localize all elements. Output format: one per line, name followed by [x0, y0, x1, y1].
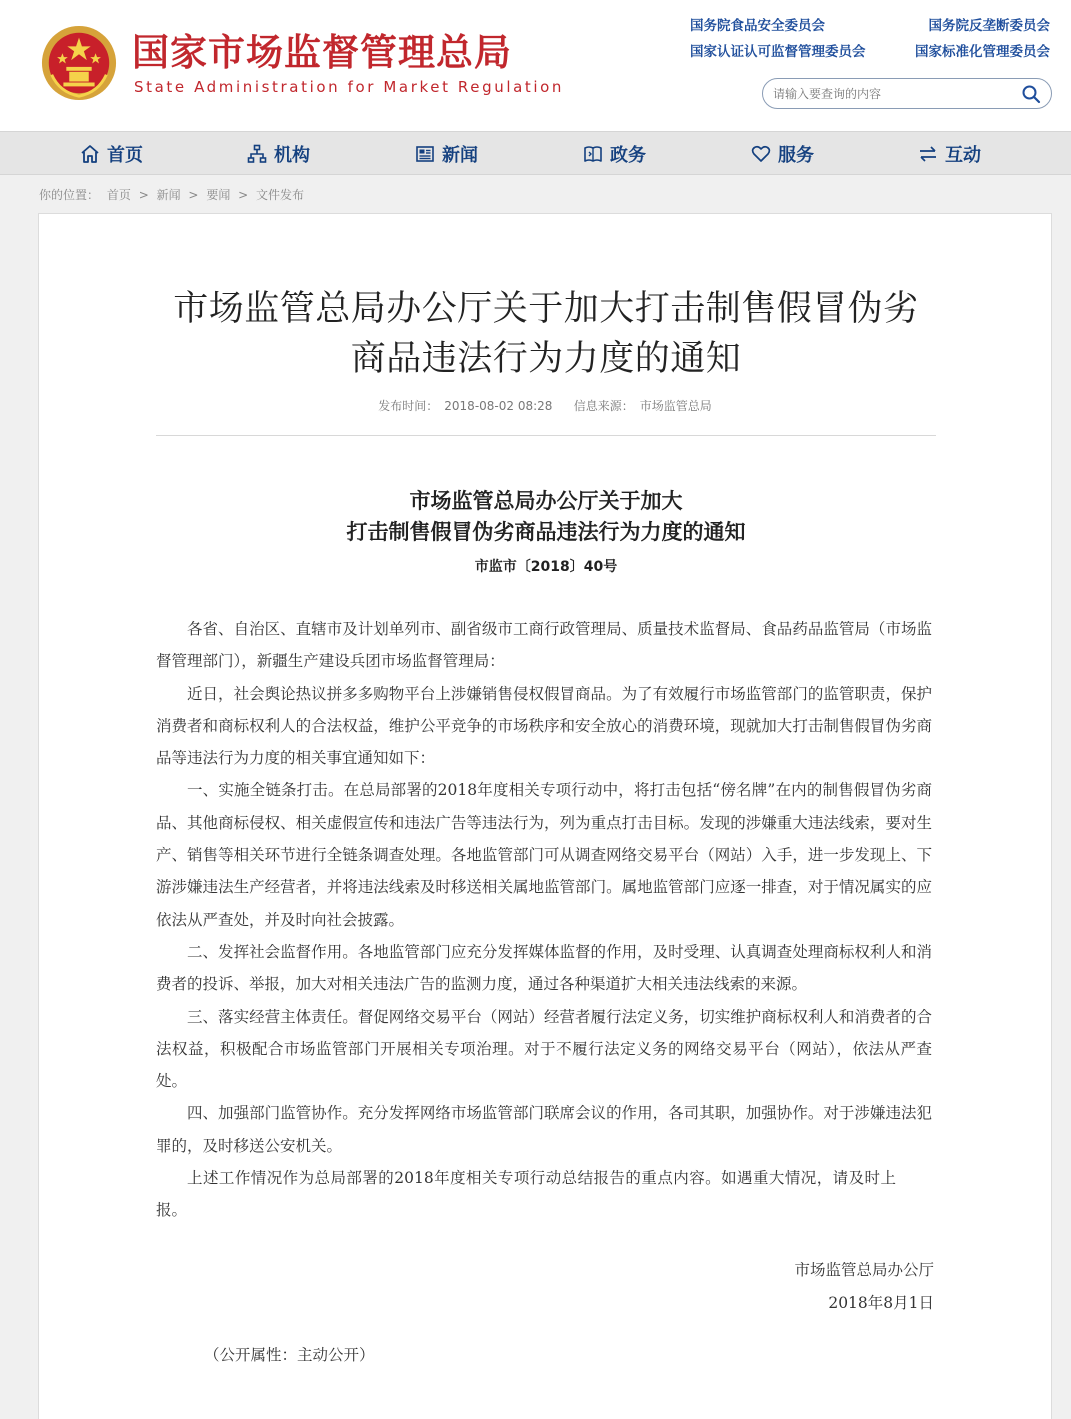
source-label: 信息来源： [573, 399, 634, 413]
document-number: 市监市〔2018〕40号 [474, 559, 618, 575]
nav-services-label: 服务 [778, 145, 814, 166]
nav-interaction-label: 互动 [945, 145, 981, 166]
document-title [156, 486, 936, 548]
site-logo-english[interactable]: State Administration for Market Regulation [134, 78, 565, 96]
source-value: 市场监管总局 [639, 399, 712, 413]
link-anti-monopoly-committee[interactable]: 国务院反垄断委员会 [928, 18, 1050, 34]
article-meta [39, 397, 1051, 414]
breadcrumb-separator: > [188, 188, 199, 202]
heart-icon [751, 144, 771, 164]
nav-government-affairs-label: 政务 [610, 145, 646, 166]
article-container [38, 213, 1052, 1419]
signature-office: 市场监管总局办公厅 [794, 1261, 934, 1279]
search-icon[interactable] [1021, 84, 1041, 104]
nav-home[interactable] [80, 132, 143, 176]
nav-interaction[interactable] [918, 132, 981, 176]
breadcrumb-document-release[interactable]: 文件发布 [256, 188, 305, 202]
breadcrumb [39, 186, 308, 203]
site-header [0, 0, 1071, 131]
site-logo-chinese[interactable]: 国家市场监督管理总局 [132, 31, 512, 74]
document-title-line-2: 打击制售假冒伪劣商品违法行为力度的通知 [346, 520, 746, 544]
article-title: 市场监管总局办公厅关于加大打击制售假冒伪劣商品违法行为力度的通知 [173, 289, 919, 379]
nav-services[interactable] [751, 132, 814, 176]
paragraph-addressees: 各省、自治区、直辖市及计划单列市、副省级市工商行政管理局、质量技术监督局、食品药品监管局（市场监督管理部门），新疆生产建设兵团市场监督管理局： [156, 620, 932, 671]
paragraph-intro: 近日，社会舆论热议拼多多购物平台上涉嫌销售侵权假冒商品。为了有效履行市场监管部门的监管职责，保护消费者和商标权利人的合法权益，维护公平竞争的市场秩序和安全放心的消费环境，现就加大打击制售假冒伪劣商品等违法行为力度的相关事宜通知如下： [156, 684, 932, 768]
publish-time-label: 发布时间： [378, 399, 439, 413]
national-emblem-icon[interactable] [40, 24, 118, 102]
breadcrumb-separator: > [138, 188, 149, 202]
paragraph-item-3: 三、落实经营主体责任。督促网络交易平台（网站）经营者履行法定义务，切实维护商标权利人和消费者的合法权益，积极配合市场监管部门开展相关专项治理。对于不履行法定义务的网络交易平台（网站），依法从严查处。 [156, 1007, 932, 1091]
link-food-safety-committee[interactable]: 国务院食品安全委员会 [690, 18, 825, 34]
breadcrumb-news[interactable]: 新闻 [156, 188, 181, 202]
disclosure-attribute: （公开属性：主动公开） [204, 1346, 375, 1364]
document-title-line-1: 市场监管总局办公厅关于加大 [409, 489, 683, 513]
search-input[interactable] [773, 84, 1013, 104]
nav-news-label: 新闻 [442, 145, 478, 166]
home-icon [80, 144, 100, 164]
breadcrumb-headlines[interactable]: 要闻 [206, 188, 231, 202]
article-body [156, 613, 932, 1227]
publish-time: 2018-08-02 08:28 [444, 399, 553, 413]
signature-date: 2018年8月1日 [828, 1294, 934, 1312]
breadcrumb-prefix: 你的位置： [39, 188, 100, 202]
swap-arrows-icon [918, 144, 938, 164]
link-certification-committee[interactable]: 国家认证认可监督管理委员会 [690, 44, 866, 60]
nav-government-affairs[interactable] [583, 132, 646, 176]
nav-home-label: 首页 [107, 145, 143, 166]
paragraph-item-2: 二、发挥社会监督作用。各地监管部门应充分发挥媒体监督的作用，及时受理、认真调查处理商标权利人和消费者的投诉、举报，加大对相关违法广告的监测力度，通过各种渠道扩大相关违法线索的来源。 [156, 942, 932, 994]
divider [156, 435, 936, 436]
nav-organization[interactable] [247, 132, 310, 176]
breadcrumb-home[interactable]: 首页 [106, 188, 131, 202]
link-standardization-committee[interactable]: 国家标准化管理委员会 [915, 44, 1050, 60]
affiliated-links [690, 13, 1050, 65]
book-icon [583, 144, 603, 164]
newspaper-icon [415, 144, 435, 164]
org-chart-icon [247, 144, 267, 164]
paragraph-closing: 上述工作情况作为总局部署的2018年度相关专项行动总结报告的重点内容。如遇重大情况，请及时上报。 [156, 1169, 896, 1220]
search-box [762, 78, 1052, 109]
paragraph-item-1: 一、实施全链条打击。在总局部署的2018年度相关专项行动中，将打击包括“傍名牌”在内的制售假冒伪劣商品、其他商标侵权、相关虚假宣传和违法广告等违法行为，列为重点打击目标。发现的涉嫌重大违法线索，要对生产、销售等相关环节进行全链条调查处理。各地监管部门可从调查网络交易平台（网站）入手，进一步发现上、下游涉嫌违法生产经营者，并将违法线索及时移送相关属地监管部门。属地监管部门应逐一排查，对于情况属实的应依法从严查处，并及时向社会披露。 [156, 781, 932, 929]
breadcrumb-separator: > [238, 188, 249, 202]
paragraph-item-4: 四、加强部门监管协作。充分发挥网络市场监管部门联席会议的作用，各司其职，加强协作。对于涉嫌违法犯罪的，及时移送公安机关。 [156, 1104, 932, 1155]
nav-organization-label: 机构 [274, 145, 310, 166]
main-nav [0, 131, 1071, 175]
nav-news[interactable] [415, 132, 478, 176]
signature-block [794, 1254, 934, 1320]
